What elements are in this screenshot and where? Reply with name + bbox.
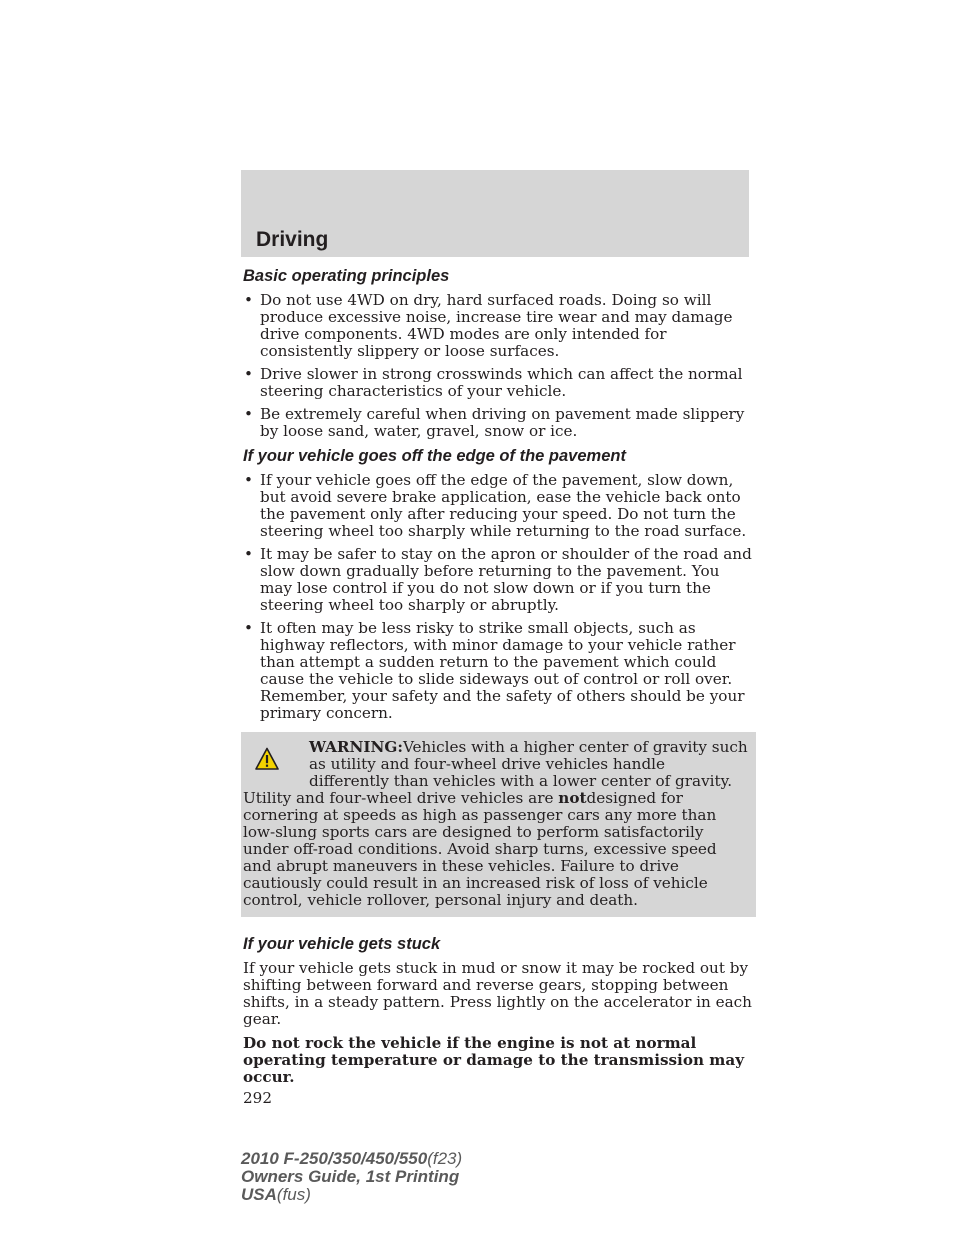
list-item: • Do not use 4WD on dry, hard surfaced roads. Doing so will produce excessive noise, increase tire wear and may damage drive components. 4WD modes are only intended for consistently slippery or loose surfaces.	[244, 291, 733, 360]
heading-vehicle-stuck: If your vehicle gets stuck	[243, 935, 441, 953]
footer-guide: Owners Guide, 1st Printing	[241, 1167, 460, 1186]
footer-region-line	[241, 1186, 462, 1204]
warning-text-continued: designed for cornering at speeds as high as passenger cars any more than low-slung sports cars are designed to perform satisfactorily under off-road conditions. Avoid sharp turns, excessive speed and abrupt maneuvers in these vehicles. Failure to drive cautiously could result in an increased risk of loss of vehicle control, vehicle rollover, personal injury and death.	[243, 789, 717, 909]
stuck-paragraph: If your vehicle gets stuck in mud or snow it may be rocked out by shifting between forward and reverse gears, stopping between shifts, in a steady pattern. Press lightly on the accelerator in each gear.	[243, 959, 752, 1028]
footer-model: 2010 F-250/350/450/550	[241, 1149, 428, 1168]
warning-label: WARNING:	[309, 738, 403, 756]
warning-emphasis: not	[558, 789, 587, 807]
list-item: • It may be safer to stay on the apron or shoulder of the road and slow down gradually before returning to the pavement. You may lose control if you do not slow down or if you turn the steering wheel too sharply or abruptly.	[244, 545, 752, 614]
warning-box	[241, 732, 756, 917]
page-number: 292	[243, 1089, 272, 1107]
off-pavement-list	[243, 472, 753, 722]
list-item: • If your vehicle goes off the edge of the pavement, slow down, but avoid severe brake application, ease the vehicle back onto the pavement only after reducing your speed. Do not turn the steering wheel too sharply while returning to the road surface.	[244, 471, 747, 540]
footer-model-line	[241, 1150, 462, 1168]
section-header-band	[241, 170, 749, 257]
warning-triangle-icon	[255, 747, 279, 771]
list-item: • Drive slower in strong crosswinds which can affect the normal steering characteristics of your vehicle.	[244, 365, 743, 400]
footer-region-code: (fus)	[276, 1185, 311, 1204]
heading-basic-operating-principles: Basic operating principles	[243, 267, 450, 285]
warning-text: Vehicles with a higher center of gravity such as utility and four-wheel drive vehicles handle differently than vehicles with a lower center of gravity. Utility and four-wheel drive vehicles are	[243, 738, 748, 807]
footer-model-code: (f23)	[427, 1149, 463, 1168]
stuck-caution-paragraph: Do not rock the vehicle if the engine is not at normal operating temperature or damage to the transmission may occur.	[243, 1034, 745, 1086]
page-content	[243, 266, 753, 1107]
list-item: • It often may be less risky to strike small objects, such as highway reflectors, with minor damage to your vehicle rather than attempt a sudden return to the pavement which could cause the vehicle to slide sideways out of control or roll over. Remember, your safety and the safety of others should be your primary concern.	[244, 619, 745, 722]
footer-region: USA	[241, 1185, 277, 1204]
section-title: Driving	[256, 228, 329, 251]
list-item: • Be extremely careful when driving on pavement made slippery by loose sand, water, gravel, snow or ice.	[244, 405, 745, 440]
heading-off-pavement: If your vehicle goes off the edge of the pavement	[243, 447, 626, 465]
basic-principles-list	[243, 292, 753, 440]
print-footer	[241, 1150, 462, 1204]
